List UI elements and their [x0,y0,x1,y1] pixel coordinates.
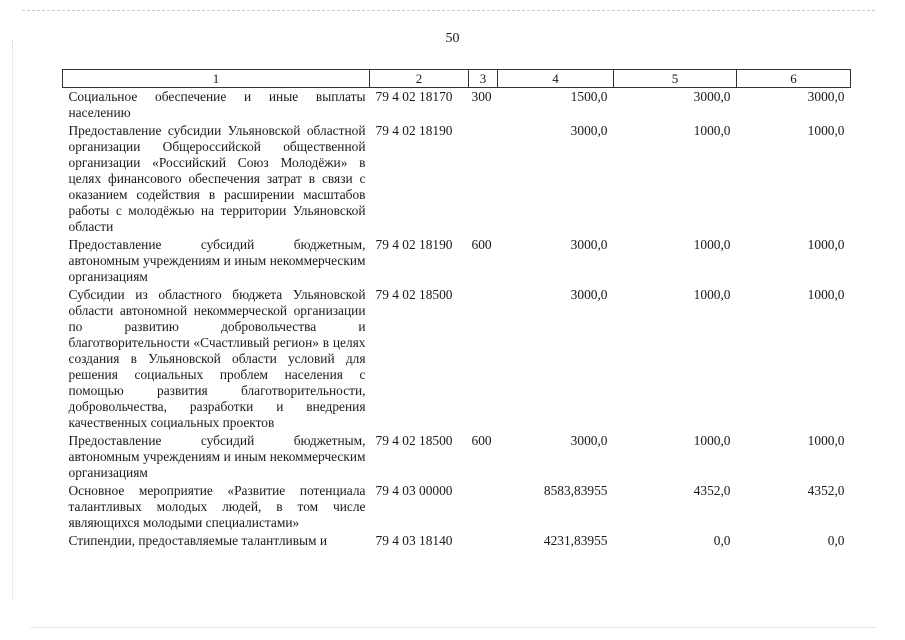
table-row [63,286,851,432]
row-expense-type [469,482,498,532]
row-code: 79 4 02 18500 [375,287,453,302]
row-value-3: 3000,0 [807,89,845,104]
row-value-2: 1000,0 [693,237,731,252]
row-name: Стипендии, предоставляемые талантливым и [68,533,327,548]
row-expense-type: 300 [471,89,492,104]
row-code: 79 4 03 00000 [375,483,453,498]
row-value-1: 1500,0 [570,89,608,104]
table-row [63,122,851,236]
row-value-2: 1000,0 [693,287,731,302]
table-row [63,88,851,123]
budget-table [62,69,851,550]
table-row [63,236,851,286]
row-value-1: 3000,0 [570,123,608,138]
row-expense-type: 600 [471,433,492,448]
table-header-row [63,70,851,88]
row-value-3: 1000,0 [807,237,845,252]
row-name: Предоставление субсидий бюджетным, автономным учреждениям и иным некоммерческим организациям [68,433,366,480]
row-value-3: 1000,0 [807,433,845,448]
row-code: 79 4 03 18140 [375,533,453,548]
row-name: Предоставление субсидий бюджетным, автономным учреждениям и иным некоммерческим организациям [68,237,366,284]
header-col-6: 6 [737,70,851,88]
scan-edge-top [22,10,875,11]
row-code: 79 4 02 18190 [375,123,453,138]
row-value-3: 1000,0 [807,123,845,138]
row-value-1: 8583,83955 [543,483,608,498]
table-row [63,432,851,482]
row-name: Предоставление субсидии Ульяновской областной организации Общероссийской общественной организации «Российский Союз Молодёжи» в целях финансового обеспечения затрат в связи с оказанием содействия в расширении масштабов работы с молодёжью на территории Ульяновской области [68,123,366,234]
row-name: Основное мероприятие «Развитие потенциала талантливых молодых людей, в том числе являющихся молодыми специалистами» [68,483,366,530]
row-value-2: 0,0 [713,533,731,548]
row-value-3: 0,0 [827,533,845,548]
row-value-1: 3000,0 [570,237,608,252]
header-col-1: 1 [63,70,370,88]
row-value-1: 3000,0 [570,433,608,448]
header-col-2: 2 [370,70,469,88]
row-value-3: 4352,0 [807,483,845,498]
row-value-3: 1000,0 [807,287,845,302]
row-code: 79 4 02 18500 [375,433,453,448]
row-expense-type [469,286,498,432]
row-value-1: 3000,0 [570,287,608,302]
page-number: 50 [445,31,460,46]
row-name: Субсидии из областного бюджета Ульяновской области автономной некоммерческой организации по развитию добровольчества и благотворительности «Счастливый регион» в целях создания в Ульяновской области условий для решения социальных проблем населения с помощью развития благотворительности, добровольчества, разработки и внедрения качественных социальных проектов [68,287,366,430]
row-value-2: 1000,0 [693,123,731,138]
table-row [63,532,851,550]
header-col-3: 3 [469,70,498,88]
table-row [63,482,851,532]
header-col-5: 5 [614,70,737,88]
scan-edge-left [12,40,13,600]
row-expense-type [469,122,498,236]
row-name: Социальное обеспечение и иные выплаты населению [68,89,366,120]
row-value-1: 4231,83955 [543,533,608,548]
row-code: 79 4 02 18190 [375,237,453,252]
row-value-2: 4352,0 [693,483,731,498]
scan-edge-bottom [30,627,875,628]
header-col-4: 4 [498,70,614,88]
row-value-2: 1000,0 [693,433,731,448]
row-value-2: 3000,0 [693,89,731,104]
row-expense-type [469,532,498,550]
row-code: 79 4 02 18170 [375,89,453,104]
row-expense-type: 600 [471,237,492,252]
